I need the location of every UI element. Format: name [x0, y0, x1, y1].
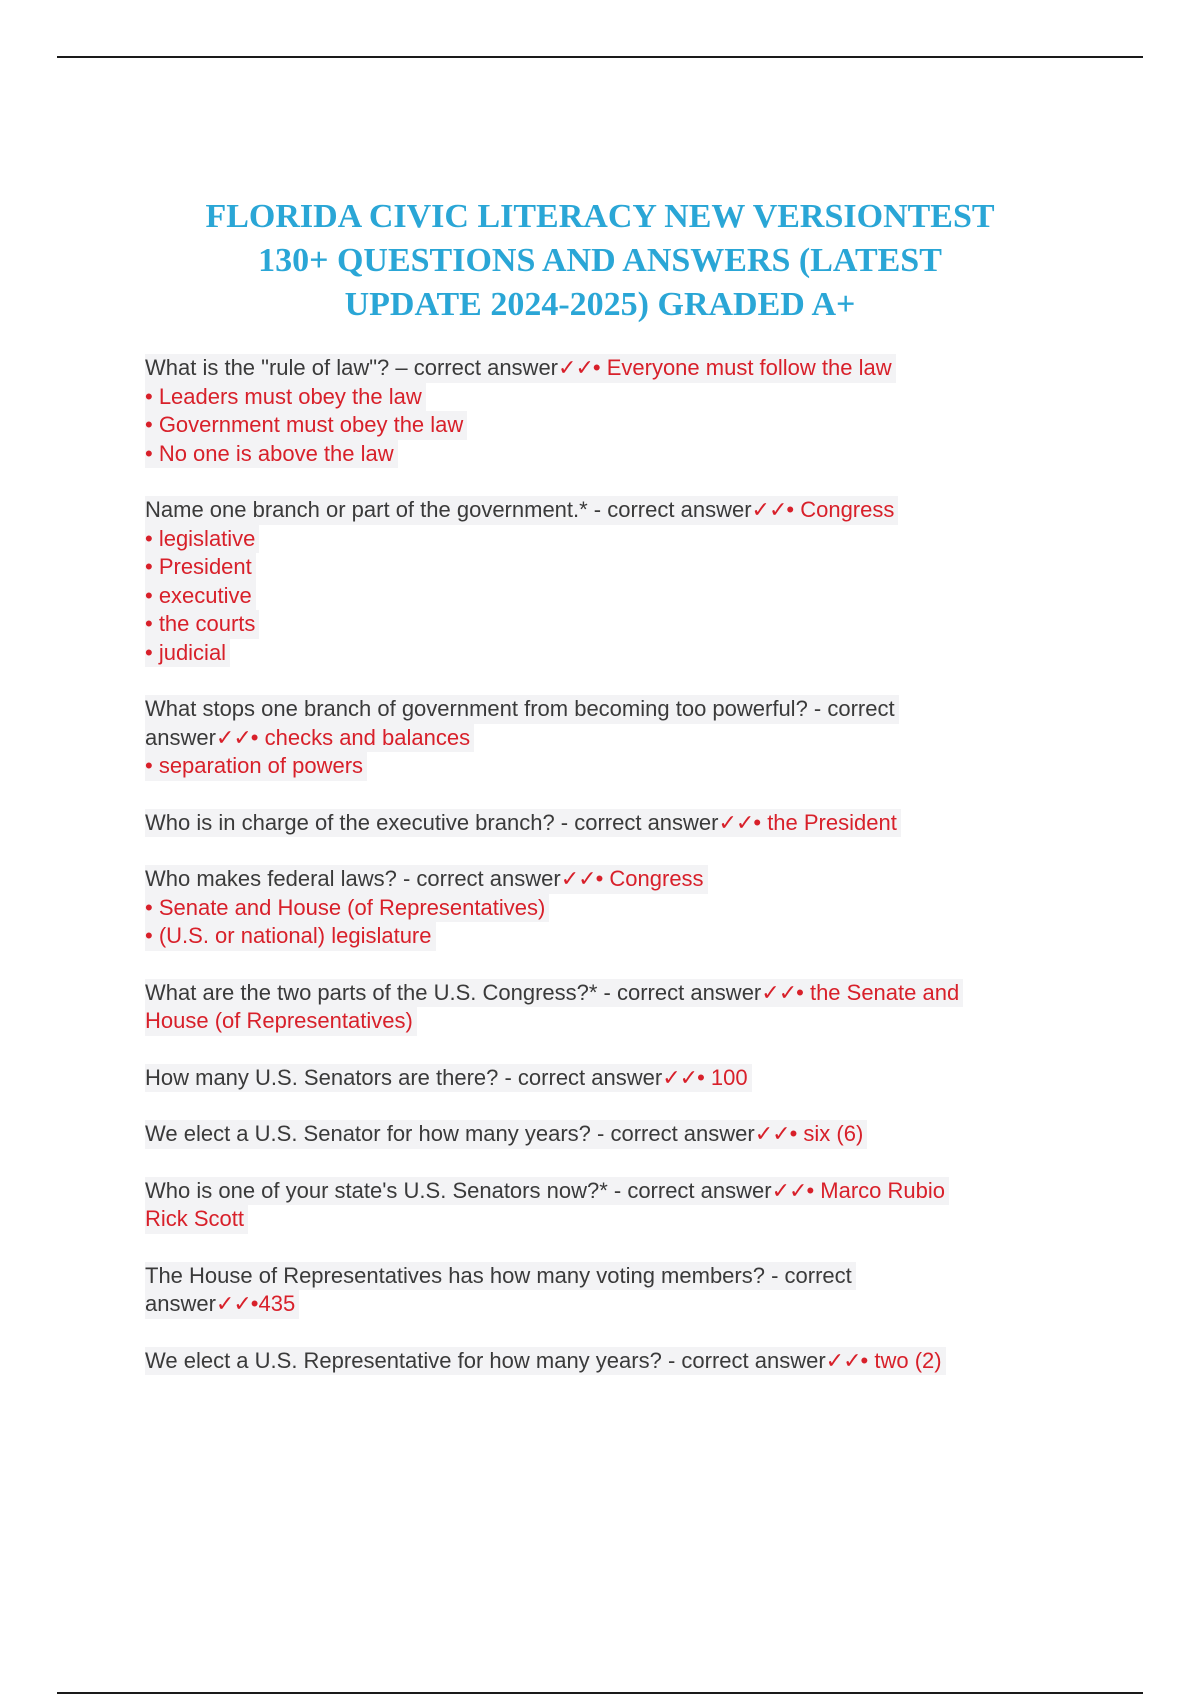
question-line — [145, 354, 896, 383]
answer-text: Rick Scott — [145, 1205, 248, 1234]
top-rule — [57, 56, 1143, 58]
question-text: answer — [145, 724, 216, 750]
question-text: Name one branch or part of the government.* - correct answer — [145, 497, 752, 522]
qa-item — [145, 809, 1055, 838]
check-mark-icon: ✓✓ — [718, 809, 754, 835]
question-line — [145, 1177, 949, 1206]
question-text: What is the "rule of law"? – correct answer — [145, 355, 559, 380]
question-text: What stops one branch of government from becoming too powerful? - correct — [145, 696, 895, 721]
answer-line — [145, 610, 1055, 639]
question-line — [145, 496, 898, 525]
answer-text: • checks and balances — [250, 724, 471, 750]
question-text: Who is in charge of the executive branch? - correct answer — [145, 809, 719, 835]
question-line — [145, 979, 963, 1008]
answer-line — [145, 383, 1055, 412]
answer-text: • Congress — [595, 866, 704, 891]
question-text: What are the two parts of the U.S. Congress?* - correct answer — [145, 979, 762, 1005]
answer-line — [145, 553, 1055, 582]
answer-line — [145, 440, 1055, 469]
answer-text: • Government must obey the law — [145, 411, 467, 440]
check-mark-icon: ✓✓ — [215, 1291, 251, 1316]
answer-text: • Marco Rubio — [806, 1177, 945, 1203]
answer-text: • six (6) — [789, 1121, 864, 1146]
answer-line — [145, 411, 1055, 440]
check-mark-icon: ✓✓ — [215, 724, 251, 750]
answer-text: • executive — [145, 582, 256, 611]
answer-text: • No one is above the law — [145, 440, 398, 469]
answer-text: • two (2) — [860, 1347, 942, 1373]
qa-item — [145, 496, 1055, 667]
check-mark-icon: ✓✓ — [754, 1121, 790, 1146]
bottom-rule — [57, 1692, 1143, 1694]
title-line: UPDATE 2024-2025) GRADED A+ — [344, 285, 856, 323]
qa-item — [145, 1120, 1055, 1149]
answer-text: • Senate and House (of Representatives) — [145, 894, 549, 923]
check-mark-icon: ✓✓ — [771, 1177, 807, 1203]
answer-text: • judicial — [145, 639, 230, 668]
answer-text: • Leaders must obey the law — [145, 383, 426, 412]
question-line — [145, 724, 474, 753]
qa-item — [145, 1262, 1055, 1319]
check-mark-icon: ✓✓ — [662, 1064, 698, 1090]
question-text: Who is one of your state's U.S. Senators now?* - correct answer — [145, 1177, 772, 1203]
question-line — [145, 1262, 856, 1291]
document-title — [120, 195, 1080, 327]
check-mark-icon: ✓✓ — [751, 497, 787, 522]
answer-line — [145, 894, 1055, 923]
answer-text: • separation of powers — [145, 752, 367, 781]
answer-text: • President — [145, 553, 256, 582]
question-text: We elect a U.S. Representative for how many years? - correct answer — [145, 1347, 826, 1373]
title-line: FLORIDA CIVIC LITERACY NEW VERSIONTEST — [205, 197, 995, 235]
answer-text: • Congress — [786, 497, 895, 522]
qa-item — [145, 1064, 1055, 1093]
question-line — [145, 1290, 299, 1319]
question-line — [145, 865, 708, 894]
qa-item — [145, 865, 1055, 951]
check-mark-icon: ✓✓ — [560, 866, 596, 891]
qa-item — [145, 695, 1055, 781]
answer-line — [145, 1205, 1055, 1234]
qa-item — [145, 1347, 1055, 1376]
question-text: answer — [145, 1291, 216, 1316]
answer-line — [145, 582, 1055, 611]
answer-text: •435 — [250, 1291, 296, 1316]
question-text: The House of Representatives has how many voting members? - correct — [145, 1262, 852, 1288]
answer-line — [145, 525, 1055, 554]
answer-text: • 100 — [697, 1064, 748, 1090]
question-text: How many U.S. Senators are there? - correct answer — [145, 1064, 663, 1090]
answer-text: • legislative — [145, 525, 259, 554]
question-line — [145, 1347, 946, 1376]
qa-item — [145, 1177, 1055, 1234]
question-text: Who makes federal laws? - correct answer — [145, 866, 561, 891]
answer-line — [145, 922, 1055, 951]
question-text: We elect a U.S. Senator for how many years? - correct answer — [145, 1121, 755, 1146]
qa-item — [145, 979, 1055, 1036]
qa-list — [145, 354, 1055, 1403]
question-line — [145, 695, 899, 724]
question-line — [145, 1120, 867, 1149]
check-mark-icon: ✓✓ — [825, 1347, 861, 1373]
answer-text: • the courts — [145, 610, 259, 639]
question-line — [145, 1064, 752, 1093]
title-line: 130+ QUESTIONS AND ANSWERS (LATEST — [258, 241, 942, 279]
check-mark-icon: ✓✓ — [761, 979, 797, 1005]
qa-item — [145, 354, 1055, 468]
answer-text: • Everyone must follow the law — [592, 355, 892, 380]
answer-text: • (U.S. or national) legislature — [145, 922, 436, 951]
answer-line — [145, 752, 1055, 781]
answer-text: House (of Representatives) — [145, 1007, 417, 1036]
answer-line — [145, 639, 1055, 668]
answer-text: • the President — [753, 809, 897, 835]
check-mark-icon: ✓✓ — [558, 355, 593, 380]
answer-text: • the Senate and — [796, 979, 960, 1005]
answer-line — [145, 1007, 1055, 1036]
question-line — [145, 809, 901, 838]
